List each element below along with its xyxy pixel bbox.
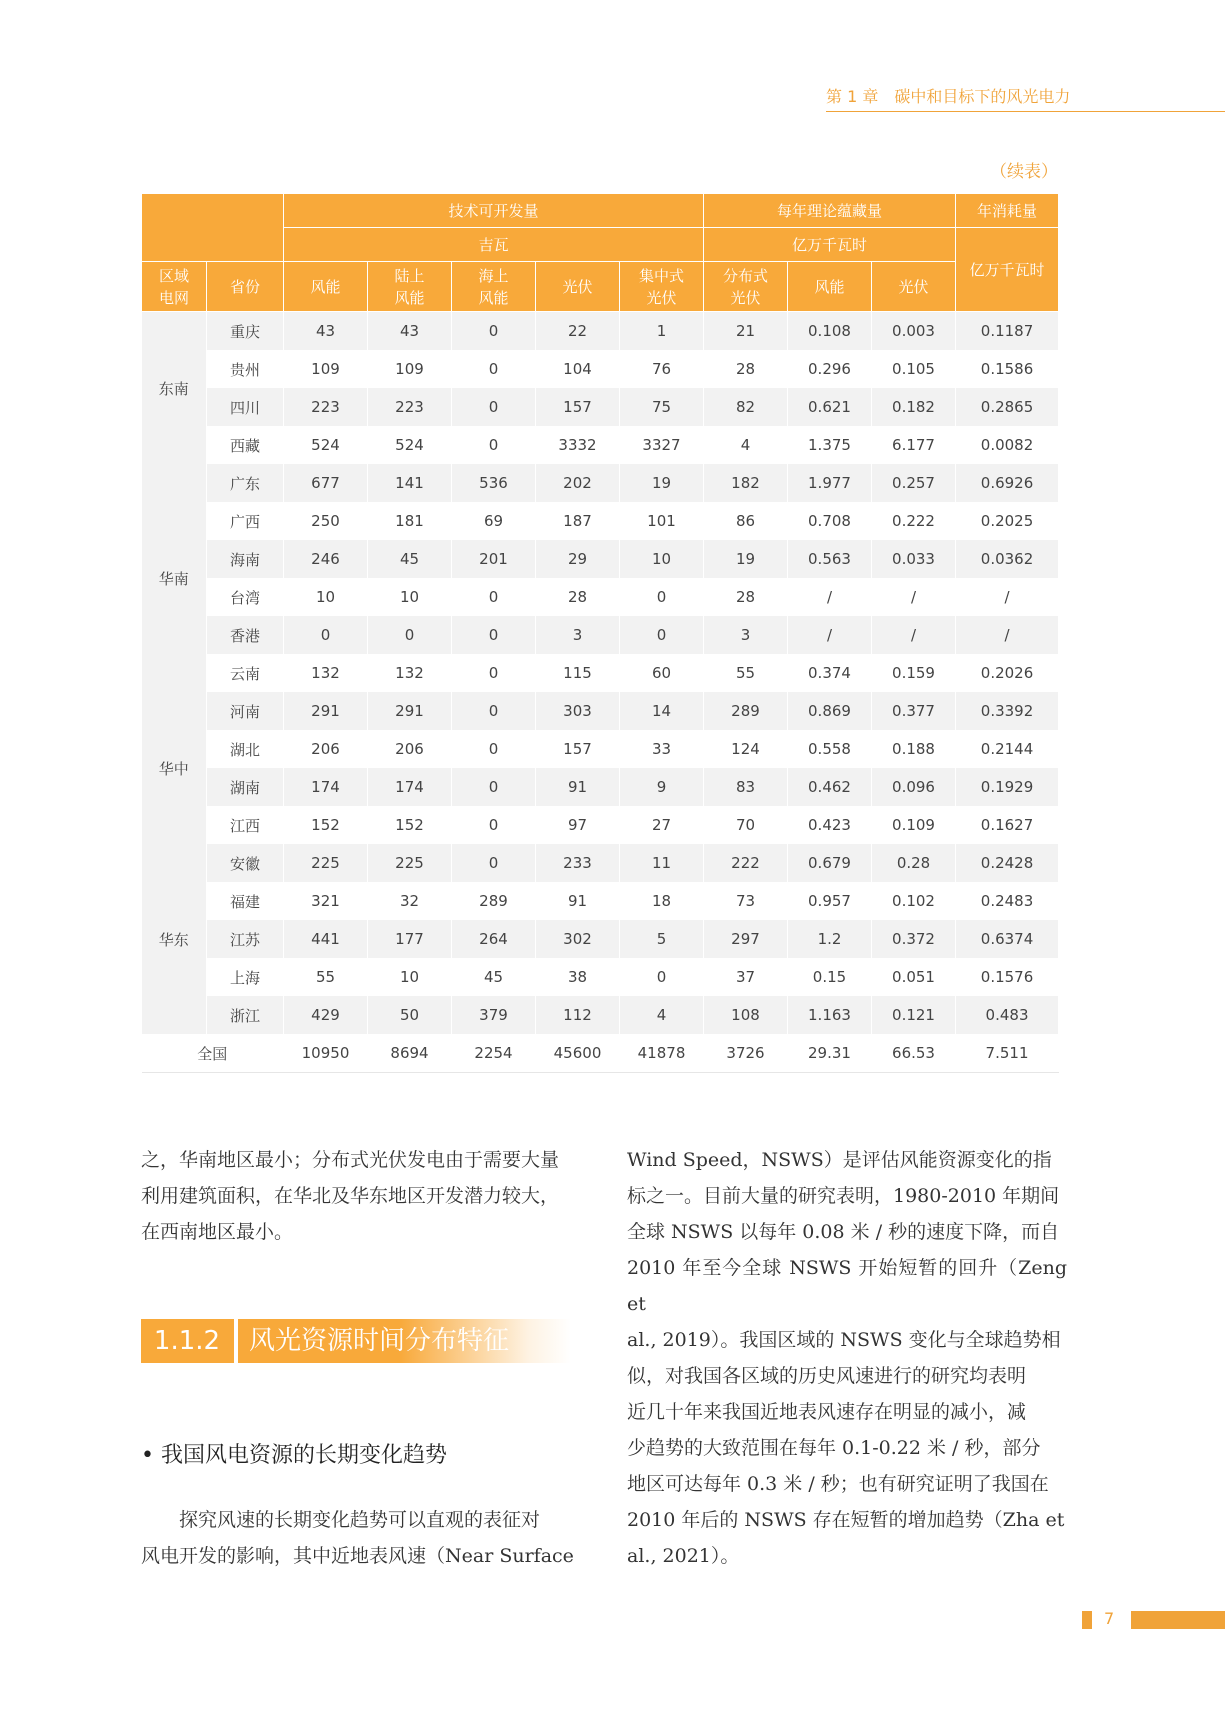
- value-cell: 0.051: [872, 958, 956, 996]
- value-cell: 201: [452, 540, 536, 578]
- province-cell: 贵州: [207, 350, 284, 388]
- table-row: [142, 730, 1059, 768]
- table-row: [142, 578, 1059, 616]
- value-cell: 37: [704, 958, 788, 996]
- table-row: [142, 692, 1059, 730]
- value-cell: 303: [536, 692, 620, 730]
- value-cell: 0.1929: [956, 768, 1059, 806]
- text-line: 探究风速的长期变化趋势可以直观的表征对: [141, 1509, 541, 1531]
- value-cell: 0.423: [788, 806, 872, 844]
- value-cell: 0.108: [788, 312, 872, 351]
- value-cell: 1.375: [788, 426, 872, 464]
- right-column-text: [627, 1142, 1067, 1574]
- value-cell: 0: [368, 616, 452, 654]
- region-cell: 华南: [142, 464, 207, 692]
- value-cell: 55: [704, 654, 788, 692]
- value-cell: 43: [284, 312, 368, 351]
- value-cell: 0.2865: [956, 388, 1059, 426]
- page-number-marker: [1082, 1611, 1092, 1629]
- text-line: 风电开发的影响，其中近地表风速（Near Surface: [141, 1545, 574, 1567]
- value-cell: 379: [452, 996, 536, 1034]
- value-cell: 10: [284, 578, 368, 616]
- text-line: 2010 年至今全球 NSWS 开始短暂的回升（Zeng et: [627, 1257, 1067, 1315]
- value-cell: 82: [704, 388, 788, 426]
- value-cell: 0: [452, 388, 536, 426]
- value-cell: 11: [620, 844, 704, 882]
- value-cell: 124: [704, 730, 788, 768]
- value-cell: 10: [368, 578, 452, 616]
- value-cell: 83: [704, 768, 788, 806]
- value-cell: 0: [620, 616, 704, 654]
- col-theory-wind: 风能: [788, 262, 872, 312]
- value-cell: 132: [284, 654, 368, 692]
- value-cell: 73: [704, 882, 788, 920]
- value-cell: 174: [368, 768, 452, 806]
- col-pv: 光伏: [536, 262, 620, 312]
- total-value: 41878: [620, 1034, 704, 1073]
- value-cell: 3332: [536, 426, 620, 464]
- section-heading: [141, 1319, 571, 1363]
- value-cell: 28: [704, 578, 788, 616]
- chapter-title: 第 1 章 碳中和目标下的风光电力: [826, 87, 1071, 106]
- table-row: [142, 388, 1059, 426]
- value-cell: /: [872, 616, 956, 654]
- province-cell: 台湾: [207, 578, 284, 616]
- value-cell: 60: [620, 654, 704, 692]
- value-cell: 0: [452, 692, 536, 730]
- col-province: 省份: [207, 262, 284, 312]
- province-cell: 云南: [207, 654, 284, 692]
- text-line: al., 2019）。我国区域的 NSWS 变化与全球趋势相: [627, 1329, 1061, 1351]
- value-cell: 177: [368, 920, 452, 958]
- value-cell: 45: [452, 958, 536, 996]
- value-cell: /: [788, 578, 872, 616]
- value-cell: 91: [536, 882, 620, 920]
- chapter-rule: [826, 111, 1225, 112]
- value-cell: 187: [536, 502, 620, 540]
- value-cell: 0.1187: [956, 312, 1059, 351]
- province-cell: 湖南: [207, 768, 284, 806]
- table-row: [142, 920, 1059, 958]
- value-cell: 38: [536, 958, 620, 996]
- value-cell: 0.109: [872, 806, 956, 844]
- text-line: 之，华南地区最小；分布式光伏发电由于需要大量: [141, 1149, 560, 1171]
- table-row: [142, 312, 1059, 351]
- value-cell: 0.296: [788, 350, 872, 388]
- total-value: 8694: [368, 1034, 452, 1073]
- text-line: 地区可达每年 0.3 米 / 秒；也有研究证明了我国在: [627, 1473, 1049, 1495]
- value-cell: 233: [536, 844, 620, 882]
- value-cell: 223: [284, 388, 368, 426]
- province-cell: 海南: [207, 540, 284, 578]
- value-cell: 115: [536, 654, 620, 692]
- value-cell: 0.2025: [956, 502, 1059, 540]
- province-cell: 江西: [207, 806, 284, 844]
- value-cell: 157: [536, 388, 620, 426]
- value-cell: 1.977: [788, 464, 872, 502]
- table-row: [142, 540, 1059, 578]
- value-cell: 0.102: [872, 882, 956, 920]
- value-cell: 524: [368, 426, 452, 464]
- province-cell: 浙江: [207, 996, 284, 1034]
- value-cell: 0: [452, 654, 536, 692]
- value-cell: 0.182: [872, 388, 956, 426]
- value-cell: 50: [368, 996, 452, 1034]
- value-cell: 76: [620, 350, 704, 388]
- province-cell: 广西: [207, 502, 284, 540]
- value-cell: 289: [704, 692, 788, 730]
- value-cell: 109: [284, 350, 368, 388]
- table-row: [142, 768, 1059, 806]
- value-cell: 0.869: [788, 692, 872, 730]
- value-cell: 108: [704, 996, 788, 1034]
- value-cell: 28: [704, 350, 788, 388]
- left-column-text: [141, 1142, 581, 1250]
- value-cell: 28: [536, 578, 620, 616]
- value-cell: 33: [620, 730, 704, 768]
- page-number: 7: [1104, 1609, 1115, 1628]
- value-cell: 0.105: [872, 350, 956, 388]
- value-cell: 0.708: [788, 502, 872, 540]
- value-cell: 1: [620, 312, 704, 351]
- text-line: 2010 年后的 NSWS 存在短暂的增加趋势（Zha et: [627, 1509, 1065, 1531]
- value-cell: 0: [620, 578, 704, 616]
- value-cell: 441: [284, 920, 368, 958]
- value-cell: 202: [536, 464, 620, 502]
- text-line: 近几十年来我国近地表风速存在明显的减小，减: [627, 1401, 1027, 1423]
- text-line: 利用建筑面积，在华北及华东地区开发潜力较大，: [141, 1185, 560, 1207]
- table-row: [142, 882, 1059, 920]
- text-line: al., 2021）。: [627, 1545, 740, 1567]
- value-cell: /: [956, 578, 1059, 616]
- value-cell: 0: [452, 806, 536, 844]
- value-cell: 86: [704, 502, 788, 540]
- value-cell: 0.003: [872, 312, 956, 351]
- value-cell: 1.163: [788, 996, 872, 1034]
- value-cell: 0.1586: [956, 350, 1059, 388]
- total-value: 7.511: [956, 1034, 1059, 1073]
- value-cell: 0.1576: [956, 958, 1059, 996]
- value-cell: 22: [536, 312, 620, 351]
- value-cell: 4: [620, 996, 704, 1034]
- value-cell: 0.563: [788, 540, 872, 578]
- value-cell: 222: [704, 844, 788, 882]
- value-cell: 32: [368, 882, 452, 920]
- value-cell: 429: [284, 996, 368, 1034]
- value-cell: 21: [704, 312, 788, 351]
- text-line: 在西南地区最小。: [141, 1221, 294, 1243]
- header-theory-unit: 亿万千瓦时: [704, 228, 956, 262]
- province-cell: 江苏: [207, 920, 284, 958]
- value-cell: 91: [536, 768, 620, 806]
- value-cell: 291: [284, 692, 368, 730]
- value-cell: /: [956, 616, 1059, 654]
- value-cell: 3: [704, 616, 788, 654]
- region-cell: 东南: [142, 312, 207, 465]
- value-cell: 0.462: [788, 768, 872, 806]
- value-cell: 223: [368, 388, 452, 426]
- value-cell: 0.372: [872, 920, 956, 958]
- value-cell: 109: [368, 350, 452, 388]
- value-cell: 0.957: [788, 882, 872, 920]
- value-cell: 0.188: [872, 730, 956, 768]
- table-row: [142, 350, 1059, 388]
- value-cell: 0.15: [788, 958, 872, 996]
- header-corner: [142, 194, 284, 262]
- value-cell: 18: [620, 882, 704, 920]
- province-cell: 河南: [207, 692, 284, 730]
- value-cell: 69: [452, 502, 536, 540]
- value-cell: 264: [452, 920, 536, 958]
- value-cell: 291: [368, 692, 452, 730]
- section-number: 1.1.2: [153, 1326, 221, 1356]
- value-cell: 289: [452, 882, 536, 920]
- header-tech: 技术可开发量: [284, 194, 704, 228]
- value-cell: 0.6374: [956, 920, 1059, 958]
- value-cell: 43: [368, 312, 452, 351]
- value-cell: 677: [284, 464, 368, 502]
- text-line: Wind Speed，NSWS）是评估风能资源变化的指: [627, 1149, 1052, 1171]
- value-cell: 10: [620, 540, 704, 578]
- value-cell: 0.2144: [956, 730, 1059, 768]
- value-cell: 0.558: [788, 730, 872, 768]
- value-cell: 4: [704, 426, 788, 464]
- value-cell: 0.679: [788, 844, 872, 882]
- value-cell: 0.621: [788, 388, 872, 426]
- table-row: [142, 426, 1059, 464]
- value-cell: 0.483: [956, 996, 1059, 1034]
- province-cell: 重庆: [207, 312, 284, 351]
- table-row: [142, 844, 1059, 882]
- header-theory: 每年理论蕴藏量: [704, 194, 956, 228]
- table-row: [142, 654, 1059, 692]
- header-consumption-unit: 亿万千瓦时: [956, 228, 1059, 312]
- value-cell: 206: [284, 730, 368, 768]
- table-row: [142, 958, 1059, 996]
- col-wind: 风能: [284, 262, 368, 312]
- value-cell: 75: [620, 388, 704, 426]
- value-cell: 0: [284, 616, 368, 654]
- value-cell: /: [788, 616, 872, 654]
- value-cell: 112: [536, 996, 620, 1034]
- value-cell: 19: [620, 464, 704, 502]
- value-cell: 27: [620, 806, 704, 844]
- province-cell: 四川: [207, 388, 284, 426]
- page-footer-bar: [1131, 1611, 1225, 1629]
- table-row: [142, 464, 1059, 502]
- col-region: 区域电网: [142, 262, 207, 312]
- text-line: 少趋势的大致范围在每年 0.1-0.22 米 / 秒，部分: [627, 1437, 1041, 1459]
- value-cell: 0: [452, 768, 536, 806]
- province-cell: 广东: [207, 464, 284, 502]
- col-offshore: 海上风能: [452, 262, 536, 312]
- value-cell: 174: [284, 768, 368, 806]
- value-cell: 5: [620, 920, 704, 958]
- province-cell: 福建: [207, 882, 284, 920]
- value-cell: 206: [368, 730, 452, 768]
- value-cell: 0: [452, 844, 536, 882]
- table-row: [142, 616, 1059, 654]
- section-separator: [234, 1319, 238, 1363]
- value-cell: 0.2483: [956, 882, 1059, 920]
- value-cell: 321: [284, 882, 368, 920]
- text-line: 全球 NSWS 以每年 0.08 米 / 秒的速度下降，而自: [627, 1221, 1060, 1243]
- value-cell: 3327: [620, 426, 704, 464]
- value-cell: 0.2428: [956, 844, 1059, 882]
- value-cell: 297: [704, 920, 788, 958]
- table-body: [142, 312, 1059, 1073]
- value-cell: 302: [536, 920, 620, 958]
- table-row: [142, 806, 1059, 844]
- value-cell: 0: [452, 730, 536, 768]
- total-value: 29.31: [788, 1034, 872, 1073]
- value-cell: 3: [536, 616, 620, 654]
- bullet-heading: • 我国风电资源的长期变化趋势: [141, 1443, 447, 1468]
- value-cell: 152: [284, 806, 368, 844]
- region-cell: 华东: [142, 844, 207, 1034]
- value-cell: 0: [452, 350, 536, 388]
- value-cell: 9: [620, 768, 704, 806]
- table-row: [142, 996, 1059, 1034]
- section-title: 风光资源时间分布特征: [249, 1326, 510, 1356]
- value-cell: 0.2026: [956, 654, 1059, 692]
- total-row: [142, 1034, 1059, 1073]
- region-cell: 华中: [142, 692, 207, 844]
- value-cell: 97: [536, 806, 620, 844]
- value-cell: 0.222: [872, 502, 956, 540]
- value-cell: 70: [704, 806, 788, 844]
- province-cell: 香港: [207, 616, 284, 654]
- value-cell: 14: [620, 692, 704, 730]
- value-cell: 0: [452, 578, 536, 616]
- col-theory-pv: 光伏: [872, 262, 956, 312]
- table-continued-label: （续表）: [990, 162, 1058, 182]
- total-label: 全国: [142, 1034, 284, 1073]
- value-cell: 225: [284, 844, 368, 882]
- value-cell: 182: [704, 464, 788, 502]
- value-cell: 1.2: [788, 920, 872, 958]
- province-cell: 西藏: [207, 426, 284, 464]
- value-cell: 55: [284, 958, 368, 996]
- total-value: 66.53: [872, 1034, 956, 1073]
- value-cell: 246: [284, 540, 368, 578]
- total-value: 10950: [284, 1034, 368, 1073]
- value-cell: 0: [620, 958, 704, 996]
- value-cell: 524: [284, 426, 368, 464]
- value-cell: 19: [704, 540, 788, 578]
- value-cell: /: [872, 578, 956, 616]
- value-cell: 6.177: [872, 426, 956, 464]
- value-cell: 0.096: [872, 768, 956, 806]
- value-cell: 225: [368, 844, 452, 882]
- text-line: 标之一。目前大量的研究表明，1980-2010 年期间: [627, 1185, 1060, 1207]
- value-cell: 0: [452, 312, 536, 351]
- text-line: 似，对我国各区域的历史风速进行的研究均表明: [627, 1365, 1027, 1387]
- left-paragraph: [141, 1502, 581, 1574]
- table-row: [142, 502, 1059, 540]
- col-onshore: 陆上风能: [368, 262, 452, 312]
- value-cell: 29: [536, 540, 620, 578]
- value-cell: 0.3392: [956, 692, 1059, 730]
- value-cell: 45: [368, 540, 452, 578]
- value-cell: 132: [368, 654, 452, 692]
- value-cell: 181: [368, 502, 452, 540]
- value-cell: 0.159: [872, 654, 956, 692]
- value-cell: 0.28: [872, 844, 956, 882]
- value-cell: 0.121: [872, 996, 956, 1034]
- value-cell: 0.374: [788, 654, 872, 692]
- col-dist-pv: 分布式光伏: [704, 262, 788, 312]
- province-cell: 安徽: [207, 844, 284, 882]
- value-cell: 141: [368, 464, 452, 502]
- province-cell: 上海: [207, 958, 284, 996]
- total-value: 3726: [704, 1034, 788, 1073]
- value-cell: 0.6926: [956, 464, 1059, 502]
- value-cell: 536: [452, 464, 536, 502]
- value-cell: 0.1627: [956, 806, 1059, 844]
- header-consumption: 年消耗量: [956, 194, 1059, 228]
- col-central-pv: 集中式光伏: [620, 262, 704, 312]
- total-value: 45600: [536, 1034, 620, 1073]
- province-cell: 湖北: [207, 730, 284, 768]
- value-cell: 250: [284, 502, 368, 540]
- value-cell: 0.0362: [956, 540, 1059, 578]
- value-cell: 0: [452, 616, 536, 654]
- value-cell: 0: [452, 426, 536, 464]
- value-cell: 152: [368, 806, 452, 844]
- header-tech-unit: 吉瓦: [284, 228, 704, 262]
- value-cell: 104: [536, 350, 620, 388]
- value-cell: 0.033: [872, 540, 956, 578]
- value-cell: 0.257: [872, 464, 956, 502]
- value-cell: 10: [368, 958, 452, 996]
- value-cell: 0.0082: [956, 426, 1059, 464]
- value-cell: 101: [620, 502, 704, 540]
- value-cell: 0.377: [872, 692, 956, 730]
- total-value: 2254: [452, 1034, 536, 1073]
- resource-table: [141, 193, 1059, 1073]
- value-cell: 157: [536, 730, 620, 768]
